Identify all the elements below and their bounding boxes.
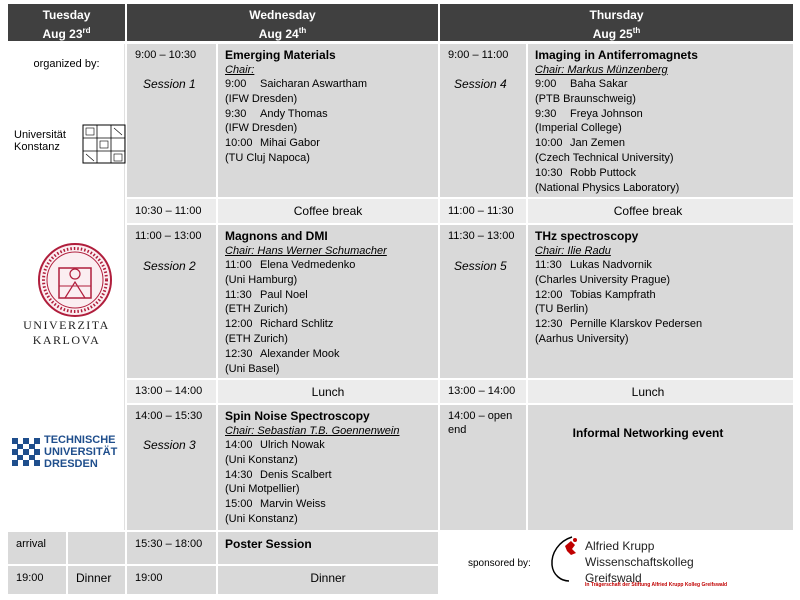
konstanz-wordmark: Universität Konstanz [14, 129, 66, 153]
session-time: 11:30 – 13:00 [448, 230, 515, 242]
wed-s2-time-cell [127, 225, 216, 378]
dresden-logo [12, 434, 126, 470]
dinner-cell [68, 566, 125, 594]
organized-by-label: organized by: [33, 58, 100, 70]
talk: 9:00 Saicharan Aswartham [225, 78, 367, 90]
session-title: THz spectroscopy [535, 229, 639, 243]
dinner-time: 19:00 [135, 572, 163, 584]
talk: 11:00 Elena Vedmedenko [225, 259, 356, 271]
talk: 12:00 Tobias Kampfrath [535, 288, 656, 301]
konstanz-logo [12, 124, 126, 164]
day-suffix: th [298, 26, 307, 35]
thu-networking-cell [528, 405, 793, 530]
day-suffix: th [632, 26, 641, 35]
talk-affiliation: (Uni Basel) [225, 362, 280, 375]
talk-affiliation: (ETH Zurich) [225, 332, 288, 345]
break-label: Lunch [311, 385, 345, 399]
session-title: Emerging Materials [225, 48, 336, 62]
talk-affiliation: (Charles University Prague) [535, 273, 671, 286]
header-wednesday [127, 4, 438, 41]
thu-coffee-time-cell [440, 199, 526, 223]
talk-affiliation: (National Physics Laboratory) [535, 181, 680, 194]
session-label: Session 5 [454, 259, 507, 273]
break-label: Coffee break [613, 204, 683, 218]
header-thursday [440, 4, 793, 41]
day-name: Tuesday [42, 8, 91, 22]
networking-time: 14:00 – open end [448, 410, 513, 436]
break-time: 13:00 – 14:00 [135, 385, 203, 397]
talk: 12:30 Alexander Mook [225, 347, 340, 360]
wed-lunch-cell [218, 380, 438, 403]
talk: 12:30 Pernille Klarskov Pedersen [535, 318, 703, 331]
talk-affiliation: (Uni Hamburg) [225, 273, 298, 286]
session-chair: Chair: Hans Werner Schumacher [225, 245, 387, 257]
talk-affiliation: (Aarhus University) [535, 332, 629, 345]
talk-affiliation: (Uni Motpellier) [225, 483, 300, 496]
talk-affiliation: (TU Berlin) [535, 303, 589, 316]
session-chair: Chair: [225, 64, 255, 76]
session-time: 14:00 – 15:30 [135, 410, 203, 422]
dinner-time-cell [8, 566, 66, 594]
talk: 9:30 Freya Johnson [535, 107, 643, 120]
session-chair: Chair: Sebastian T.B. Goennenwein [225, 425, 400, 437]
karlova-seal-icon [37, 242, 113, 318]
talk: 12:00 Richard Schlitz [225, 318, 334, 331]
krupp-logo-icon [547, 535, 585, 583]
session-time: 11:00 – 13:00 [135, 230, 202, 242]
wed-s3-time-cell [127, 405, 216, 530]
talk: 11:30 Paul Noel [225, 288, 308, 301]
day-suffix: rd [82, 26, 91, 35]
wed-s1-content-cell [218, 44, 438, 197]
dresden-emblem-icon [12, 438, 40, 466]
talk-affiliation: (PTB Braunschweig) [535, 92, 636, 105]
arrival-empty-cell [68, 532, 125, 564]
session-label: Session 4 [454, 77, 507, 91]
break-time: 13:00 – 14:00 [448, 385, 516, 397]
wed-dinner-time-cell [127, 566, 216, 594]
wed-poster-time-cell [127, 532, 216, 564]
day-name: Thursday [589, 8, 644, 22]
talk-affiliation: (Imperial College) [535, 122, 622, 135]
talk: 10:00 Jan Zemen [535, 137, 626, 150]
dinner-label: Dinner [310, 571, 346, 585]
networking-label: Informal Networking event [572, 426, 724, 440]
talk: 15:00 Marvin Weiss [225, 498, 326, 511]
session-label: Session 3 [143, 438, 196, 452]
karlova-wordmark: UNIVERZITA KARLOVA [23, 318, 110, 347]
session-time: 9:00 – 11:00 [448, 49, 509, 61]
thu-s4-content-cell [528, 44, 793, 197]
dinner-label: Dinner [76, 571, 112, 585]
talk: 10:30 Robb Puttock [535, 166, 637, 179]
wed-s2-content-cell [218, 225, 438, 378]
dresden-wordmark: TECHNISCHE UNIVERSITÄT DRESDEN [44, 434, 118, 470]
poster-time: 15:30 – 18:00 [135, 538, 203, 550]
session-chair: Chair: Markus Münzenberg [535, 64, 668, 76]
talk-affiliation: (TU Cluj Napoca) [225, 151, 310, 164]
dinner-time: 19:00 [16, 572, 44, 584]
konstanz-emblem-icon [82, 124, 126, 164]
arrival-cell [8, 532, 66, 564]
arrival-label: arrival [16, 538, 46, 550]
talk-affiliation: (IFW Dresden) [225, 92, 298, 105]
talk: 14:30 Denis Scalbert [225, 468, 332, 481]
talk-affiliation: (Uni Konstanz) [225, 453, 298, 466]
talk-affiliation: (IFW Dresden) [225, 122, 298, 135]
talk: 14:00 Ulrich Nowak [225, 439, 325, 451]
talk-affiliation: (Uni Konstanz) [225, 512, 298, 525]
wed-coffee-time-cell [127, 199, 216, 223]
wed-s1-time-cell [127, 44, 216, 197]
wed-s3-content-cell [218, 405, 438, 530]
break-label: Lunch [631, 385, 665, 399]
session-title: Magnons and DMI [225, 229, 328, 243]
day-date: Aug 25 [592, 27, 633, 41]
thu-lunch-time-cell [440, 380, 526, 403]
talk: 10:00 Mihai Gabor [225, 137, 320, 150]
thu-s4-time-cell [440, 44, 526, 197]
session-chair: Chair: Ilie Radu [535, 245, 611, 257]
day-date: Aug 24 [258, 27, 299, 41]
sponsor-name: Alfried Krupp Wissenschaftskolleg Greifswald [585, 539, 694, 585]
talk: 11:30 Lukas Nadvornik [535, 259, 652, 271]
talk-affiliation: (ETH Zurich) [225, 303, 288, 316]
session-title: Imaging in Antiferromagnets [535, 48, 698, 62]
organizers-panel [8, 44, 125, 530]
break-time: 11:00 – 11:30 [448, 205, 514, 217]
session-label: Session 1 [143, 77, 196, 91]
day-name: Wednesday [249, 8, 316, 22]
wed-lunch-time-cell [127, 380, 216, 403]
break-time: 10:30 – 11:00 [135, 205, 202, 217]
session-label: Session 2 [143, 259, 196, 273]
talk-affiliation: (Czech Technical University) [535, 151, 674, 164]
break-label: Coffee break [293, 204, 363, 218]
thu-networking-time-cell [440, 405, 526, 530]
wed-dinner-cell [218, 566, 438, 594]
thu-coffee-cell [528, 199, 793, 223]
sponsor-tagline: In Trägerschaft der Stiftung Alfried Krupp Kolleg Greifswald [585, 582, 728, 588]
sponsor-label: sponsored by: [468, 558, 531, 569]
session-title: Spin Noise Spectroscopy [225, 409, 370, 423]
session-time: 9:00 – 10:30 [135, 49, 197, 61]
wed-coffee-cell [218, 199, 438, 223]
thu-s5-content-cell [528, 225, 793, 378]
poster-label: Poster Session [225, 537, 312, 551]
header-tuesday [8, 4, 125, 41]
sponsor-box [460, 533, 750, 593]
wed-poster-cell [218, 532, 438, 564]
talk: 9:30 Andy Thomas [225, 107, 328, 120]
talk: 9:00 Baha Sakar [535, 78, 628, 90]
day-date: Aug 23 [42, 27, 83, 41]
thu-lunch-cell [528, 380, 793, 403]
thu-s5-time-cell [440, 225, 526, 378]
